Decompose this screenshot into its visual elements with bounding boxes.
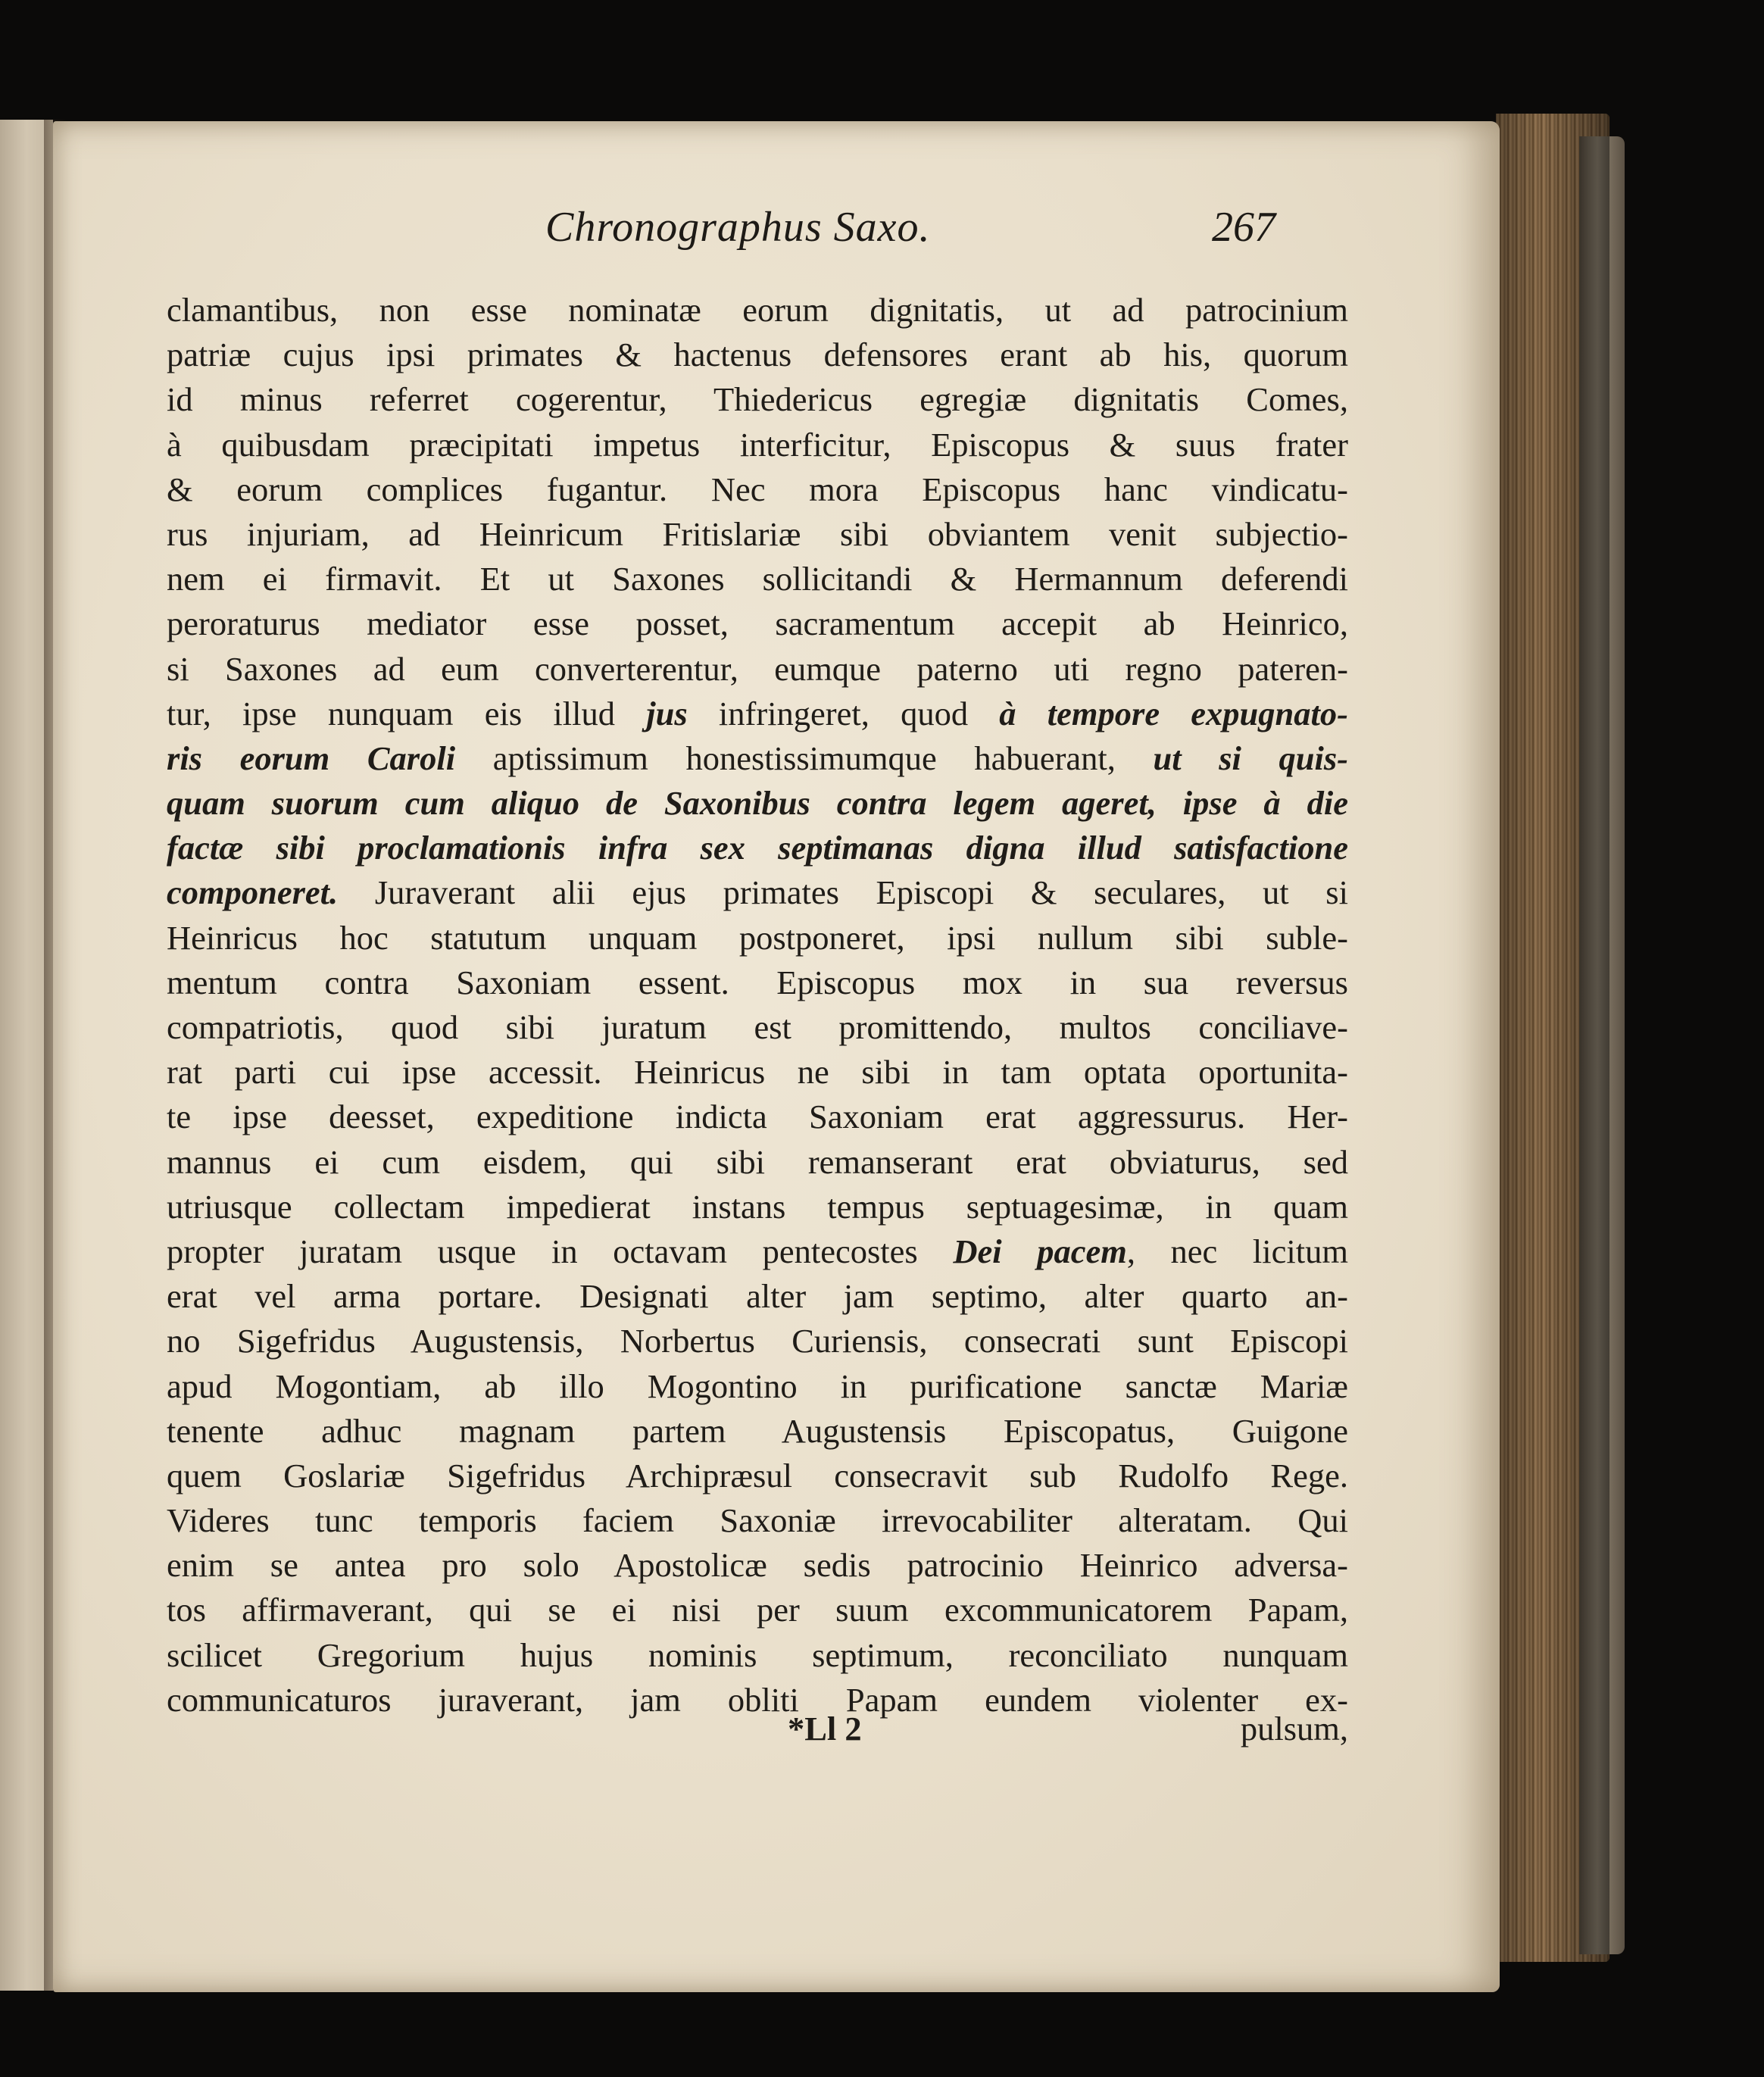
text-segment: compatriotis, quod sibi juratum est promittendo, multos conciliave-	[167, 1008, 1348, 1046]
book-page	[53, 121, 1500, 1992]
body-text	[167, 288, 1348, 1723]
text-segment: rat parti cui ipse accessit. Heinricus ne sibi in tam optata oportunita-	[167, 1053, 1348, 1092]
text-segment: si Saxones ad eum converterentur, eumque paterno uti regno pateren-	[167, 649, 1348, 688]
text-segment: clamantibus, non esse nominatæ eorum dignitatis, ut ad patrocinium	[167, 291, 1348, 329]
text-line	[167, 1498, 1348, 1543]
text-segment: tur, ipse nunquam eis illud	[167, 694, 647, 732]
text-segment: utriusque collectam impedierat instans tempus septuagesimæ, in quam	[167, 1187, 1348, 1226]
text-line	[167, 1140, 1348, 1185]
page-footer	[167, 1709, 1348, 1754]
page-edges-shade	[1496, 114, 1609, 1962]
text-segment: tenente adhuc magnam partem Augustensis Episcopatus, Guigone	[167, 1411, 1348, 1450]
italic-text-segment: Dei pacem	[953, 1232, 1127, 1270]
text-line	[167, 423, 1348, 467]
text-line	[167, 1543, 1348, 1588]
page-number: 267	[1212, 204, 1275, 251]
text-segment: id minus referret cogerentur, Thiedericus egregiæ dignitatis Comes,	[167, 380, 1348, 419]
text-segment: mentum contra Saxoniam essent. Episcopus mox in sua reversus	[167, 963, 1348, 1001]
italic-text-segment: factæ sibi proclamationis infra sex septimanas digna illud satisfactione	[167, 829, 1348, 867]
text-line	[167, 1319, 1348, 1363]
text-line	[167, 377, 1348, 422]
text-line	[167, 1274, 1348, 1319]
text-segment: aptissimum honestissimumque habuerant,	[455, 739, 1154, 777]
text-line	[167, 960, 1348, 1005]
text-line	[167, 1588, 1348, 1632]
text-line	[167, 1364, 1348, 1409]
text-line	[167, 1633, 1348, 1678]
text-segment: nem ei firmavit. Et ut Saxones sollicitandi & Hermannum deferendi	[167, 560, 1348, 598]
text-segment: patriæ cujus ipsi primates & hactenus defensores erant ab his, quorum	[167, 336, 1348, 374]
text-line	[167, 1005, 1348, 1050]
text-line	[167, 288, 1348, 333]
text-segment: erat vel arma portare. Designati alter jam septimo, alter quarto an-	[167, 1277, 1348, 1316]
text-line	[167, 467, 1348, 512]
text-line	[167, 736, 1348, 781]
text-segment: infringeret, quod	[687, 694, 1000, 732]
catchword: pulsum,	[1240, 1710, 1348, 1747]
text-segment: scilicet Gregorium hujus nominis septimum, reconciliato nunquam	[167, 1635, 1348, 1674]
text-segment: no Sigefridus Augustensis, Norbertus Curiensis, consecrati sunt Episcopi	[167, 1322, 1348, 1360]
text-line	[167, 916, 1348, 960]
text-line	[167, 601, 1348, 646]
text-segment: rus injuriam, ad Heinricum Fritislariæ sibi obviantem venit subjectio-	[167, 514, 1348, 553]
text-segment: apud Mogontiam, ab illo Mogontino in purificatione sanctæ Mariæ	[167, 1366, 1348, 1405]
text-segment: mannus ei cum eisdem, qui sibi remanserant erat obviaturus, sed	[167, 1142, 1348, 1181]
text-segment: Heinricus hoc statutum unquam postponeret, ipsi nullum sibi suble-	[167, 918, 1348, 957]
text-segment: tos affirmaverant, qui se ei nisi per suum excommunicatorem Papam,	[167, 1591, 1348, 1629]
text-line	[167, 647, 1348, 692]
italic-text-segment: componeret.	[167, 873, 339, 912]
text-segment: Juraverant alii ejus primates Episcopi & seculares, ut si	[338, 873, 1348, 912]
text-segment: propter juratam usque in octavam pentecostes	[167, 1232, 954, 1270]
running-title: Chronographus Saxo.	[545, 204, 931, 251]
text-line	[167, 1050, 1348, 1095]
italic-text-segment: ris eorum Caroli	[167, 739, 456, 777]
text-line	[167, 1185, 1348, 1229]
text-line	[167, 870, 1348, 915]
text-segment: Videres tunc temporis faciem Saxoniæ irrevocabiliter alteratam. Qui	[167, 1501, 1348, 1540]
text-segment: & eorum complices fugantur. Nec mora Episcopus hanc vindicatu-	[167, 470, 1348, 508]
italic-text-segment: ut si quis-	[1153, 739, 1348, 777]
text-segment: à quibusdam præcipitati impetus interficitur, Episcopus & suus frater	[167, 425, 1348, 464]
text-line	[167, 1409, 1348, 1454]
text-line	[167, 1454, 1348, 1498]
italic-text-segment: à tempore expugnato-	[999, 694, 1348, 732]
text-line	[167, 512, 1348, 557]
text-line	[167, 557, 1348, 601]
text-segment: te ipse deesset, expeditione indicta Saxoniam erat aggressurus. Her-	[167, 1098, 1348, 1136]
page-header	[53, 203, 1500, 264]
text-line	[167, 333, 1348, 377]
text-segment: , nec licitum	[1126, 1232, 1348, 1270]
text-segment: peroraturus mediator esse posset, sacramentum accepit ab Heinrico,	[167, 604, 1348, 643]
text-segment: communicaturos juraverant, jam obliti Papam eundem violenter ex-	[167, 1680, 1348, 1719]
text-segment: quem Goslariæ Sigefridus Archipræsul consecravit sub Rudolfo Rege.	[167, 1456, 1348, 1495]
text-line	[167, 1095, 1348, 1139]
text-segment: enim se antea pro solo Apostolicæ sedis patrocinio Heinrico adversa-	[167, 1546, 1348, 1585]
text-line	[167, 826, 1348, 870]
italic-text-segment: quam suorum cum aliquo de Saxonibus contra legem ageret, ipse à die	[167, 784, 1348, 823]
text-line	[167, 781, 1348, 826]
text-line	[167, 692, 1348, 736]
signature-mark: *Ll 2	[788, 1710, 862, 1747]
italic-text-segment: jus	[646, 694, 688, 732]
text-line	[167, 1229, 1348, 1274]
